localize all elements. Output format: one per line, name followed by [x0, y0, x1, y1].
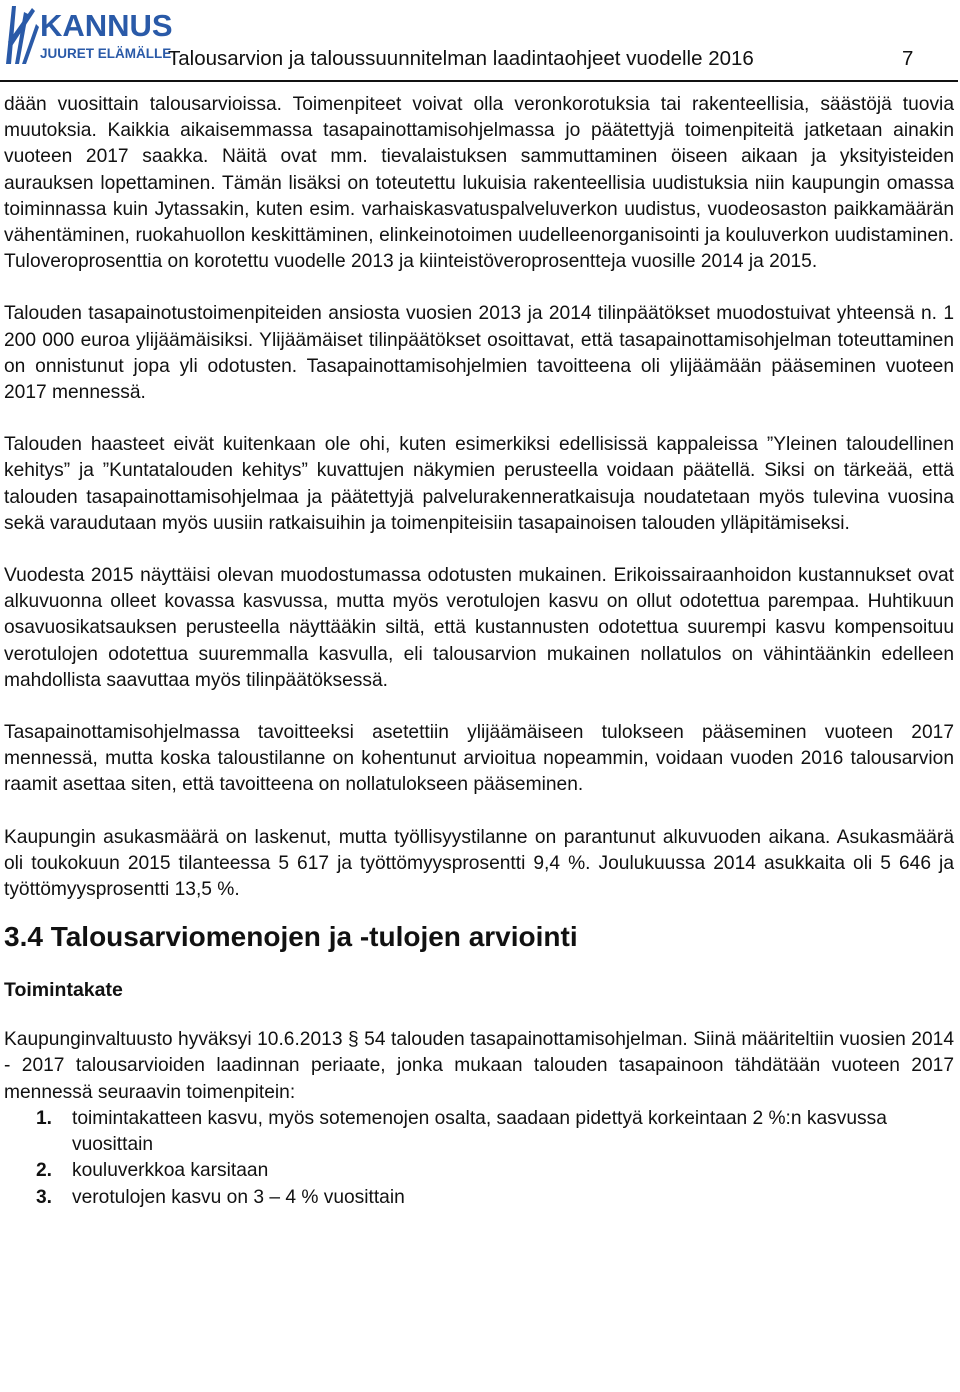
- header-divider: [0, 80, 958, 82]
- logo-tagline-text: JUURET ELÄMÄLLE: [40, 46, 172, 61]
- list-item: [4, 1158, 954, 1184]
- list-item-text: toimintakatteen kasvu, myös sotemenojen osalta, saadaan pidettyä korkeintaan 2 %:n kasvussa vuosittain: [72, 1107, 887, 1156]
- document-title: Talousarvion ja taloussuunnitelman laadintaohjeet vuodelle 2016: [168, 47, 754, 70]
- list-item-number: 3.: [36, 1186, 53, 1208]
- paragraph-4: Vuodesta 2015 näyttäisi olevan muodostumassa odotusten mukainen. Erikoissairaanhoidon kustannukset ovat alkuvuonna olleet kovassa kasvussa, mutta myös verotulojen kasvu on ollut odotettua parempaa. Huhtikuun osavuosikatsauksen perusteella näyttääkin siltä, että kustannusten odotettua suurempi kasvu kompensoituu verotulojen odotettua suuremmalla kasvulla, eli talousarvion mukainen nollatulos on vähintäänkin edelleen mahdollista saavuttaa myös tilinpäätöksessä.: [4, 565, 954, 691]
- paragraph-3: Talouden haasteet eivät kuitenkaan ole ohi, kuten esimerkiksi edellisissä kappaleissa ”Yleinen taloudellinen kehitys” ja ”Kuntatalouden kehitys” kuvattujen näkymien perusteella voidaan päätellä. Siksi on tärkeää, että talouden tasapainottamisohjelmaa ja päätettyjä palvelurakenneratkaisuja noudatetaan myös tulevina vuosina sekä varaudutaan myös uusiin ratkaisuihin ja toimenpiteisiin tasapainoisen talouden ylläpitämiseksi.: [4, 434, 954, 534]
- list-item-number: 1.: [36, 1107, 53, 1129]
- measures-list: [4, 1106, 954, 1211]
- kannus-logo: [2, 2, 173, 66]
- list-item-text: kouluverkkoa karsitaan: [72, 1160, 269, 1182]
- list-item-text: verotulojen kasvu on 3 – 4 % vuosittain: [72, 1186, 405, 1208]
- section-heading: 3.4 Talousarviomenojen ja -tulojen arviointi: [4, 921, 578, 953]
- paragraph-2: Talouden tasapainotustoimenpiteiden ansiosta vuosien 2013 ja 2014 tilinpäätökset muodostuivat yhteensä n. 1 200 000 euroa ylijäämäisiksi. Ylijäämäiset tilinpäätökset osoittavat, että tasapainottamisohjelman toteuttaminen on onnistunut jopa yli odotusten. Tasapainottamisohjelmien tavoitteena oli ylijäämään pääseminen vuoteen 2017 mennessä.: [4, 303, 954, 404]
- paragraph-1: dään vuosittain talousarvioissa. Toimenpiteet voivat olla veronkorotuksia tai rakenteellisia, säästöjä tuovia muutoksia. Kaikkia aikaisemmassa tasapainottamisohjelmassa jo päätettyjä toimenpiteitä jatketaan ainakin vuoteen 2017 saakka. Näitä ovat mm. tievalaistuksen sammuttaminen öiseen aikaan ja yksityisteiden aurauksen lopettaminen. Tämän lisäksi on toteutettu lukuisia rakenteellisia uudistuksia niin kaupungin omassa toiminnassa kuin Jytassakin, kuten esim. varhaiskasvatuspalveluverkon uudistus, vuodeosaston paikkamäärän vähentäminen, ruokahuollon keskittäminen, elinkeinotoimen uudelleenorganisointi ja kouluverkon uudistaminen. Tuloveroprosenttia on korotettu vuodelle 2013 ja kiinteistöveroprosentteja vuosille 2014 ja 2015.: [4, 94, 954, 273]
- subsection-heading: Toimintakate: [4, 979, 123, 1002]
- list-item: [4, 1185, 954, 1211]
- list-item-number: 2.: [36, 1160, 53, 1182]
- list-item: [4, 1106, 954, 1158]
- page-number: 7: [902, 47, 914, 70]
- logo-main-text: KANNUS: [40, 8, 173, 43]
- section-intro: Kaupunginvaltuusto hyväksyi 10.6.2013 § 54 talouden tasapainottamisohjelman. Siinä määriteltiin vuosien 2014 - 2017 talousarvioiden laadinnan periaate, jonka mukaan talouden tasapainoon tähdätään vuoteen 2017 mennessä seuraavin toimenpitein:: [4, 1029, 954, 1103]
- paragraph-6: Kaupungin asukasmäärä on laskenut, mutta työllisyystilanne on parantunut alkuvuoden aikana. Asukasmäärä oli toukokuun 2015 tilanteessa 5 617 ja työttömyysprosentti 9,4 %. Joulukuussa 2014 asukkaita oli 5 646 ja työttömyysprosentti 13,5 %.: [4, 826, 954, 901]
- paragraph-5: Tasapainottamisohjelmassa tavoitteeksi asetettiin ylijäämäiseen tulokseen pääseminen vuoteen 2017 mennessä, mutta koska taloustilanne on kohentunut arvioitua nopeammin, voidaan vuoden 2016 talousarvion raamit asettaa siten, että tavoitteena on nollatulokseen pääseminen.: [4, 722, 954, 796]
- page-header: [0, 0, 960, 86]
- document-body: [4, 92, 954, 1211]
